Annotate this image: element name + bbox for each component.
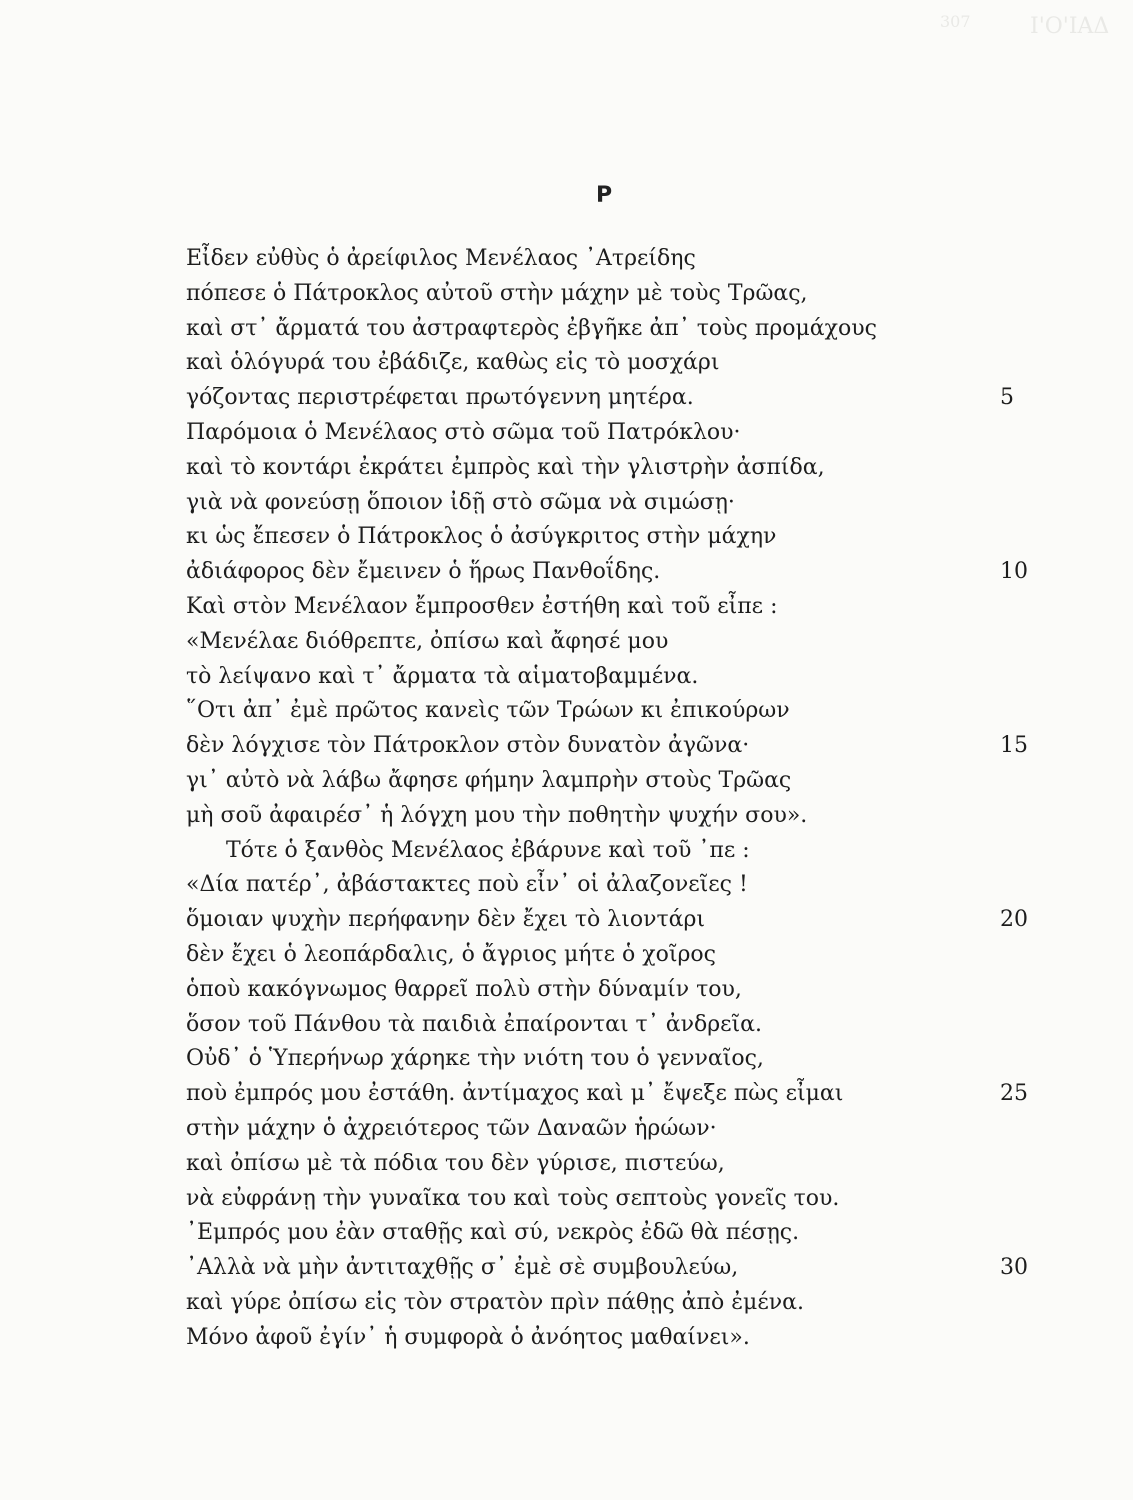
verse-text: ὅμοιαν ψυχὴν περήφανην δὲν ἔχει τὸ λιοντάρι <box>186 907 706 933</box>
verse-line <box>186 1042 1066 1077</box>
verse-line <box>186 381 1066 416</box>
verse-line <box>186 1147 1066 1182</box>
verse-text: πόπεσε ὁ Πάτροκλος αὐτοῦ στὴν μάχην μὲ τοὺς Τρῶας, <box>186 280 808 306</box>
book-heading: Ρ <box>596 183 613 208</box>
verse-line <box>186 764 1066 799</box>
verse-line <box>186 1112 1066 1147</box>
verse-text: Παρόμοια ὁ Μενέλαος στὸ σῶμα τοῦ Πατρόκλου· <box>186 419 741 445</box>
verse-line <box>186 660 1066 695</box>
verse-text: «Μενέλαε διόθρεπτε, ὀπίσω καὶ ἄφησέ μου <box>186 628 669 654</box>
verse-line <box>186 834 1066 869</box>
verse-line <box>186 590 1066 625</box>
verse-line <box>186 1251 1066 1286</box>
verse-line <box>186 1286 1066 1321</box>
verse-text: ῞Οτι ἀπ᾽ ἐμὲ πρῶτος κανεὶς τῶν Τρώων κι ἐπικούρων <box>186 698 790 724</box>
show-through-page-number: 307 <box>940 12 971 31</box>
verse-text: Εἶδεν εὐθὺς ὁ ἀρείφιλος Μενέλαος ᾽Ατρείδης <box>186 246 696 271</box>
verse-line <box>186 486 1066 521</box>
verse-text: ὅσον τοῦ Πάνθου τὰ παιδιὰ ἐπαίρονται τ᾽ ἀνδρεῖα. <box>186 1011 763 1037</box>
line-number: 25 <box>1000 1081 1028 1107</box>
line-number: 15 <box>1000 733 1028 759</box>
verse-line <box>186 416 1066 451</box>
verse-text: δὲν ἔχει ὁ λεοπάρδαλις, ὁ ἄγριος μήτε ὁ χοῖρος <box>186 941 716 967</box>
verse-line <box>186 973 1066 1008</box>
verse-line <box>186 625 1066 660</box>
verse-text: ᾽Αλλὰ νὰ μὴν ἀντιταχθῇς σ᾽ ἐμὲ σὲ συμβουλεύω, <box>186 1255 739 1281</box>
verse-text: καὶ στ᾽ ἄρματά του ἀστραφτερὸς ἐβγῆκε ἀπ᾽ τοὺς προμάχους <box>186 315 877 341</box>
verse-text: μὴ σοῦ ἀφαιρέσ᾽ ἡ λόγχη μου τὴν ποθητὴν ψυχήν σου». <box>186 802 808 828</box>
verse-text: Οὐδ᾽ ὁ Ὑπερήνωρ χάρηκε τὴν νιότη του ὁ γενναῖος, <box>186 1046 764 1072</box>
verse-text: καὶ ὁλόγυρά του ἐβάδιζε, καθὼς εἰς τὸ μοσχάρι <box>186 350 720 376</box>
verse-text: ἀδιάφορος δὲν ἔμεινεν ὁ ἥρως Πανθοΐδης. <box>186 559 661 585</box>
verse-text: γόζοντας περιστρέφεται πρωτόγεννη μητέρα. <box>186 385 694 411</box>
verse-text: «Δία πατέρ᾽, ἀβάστακτες ποὺ εἶν᾽ οἱ ἀλαζονεῖες ! <box>186 872 748 898</box>
verse-text: γιὰ νὰ φονεύσῃ ὅποιον ἰδῇ στὸ σῶμα νὰ σιμώσῃ· <box>186 489 735 515</box>
verse-line <box>186 346 1066 381</box>
show-through-running-title: Ι'Ο'ΙΑΔ <box>1030 14 1110 39</box>
verse-line <box>186 555 1066 590</box>
verse-line <box>186 451 1066 486</box>
verse-text: τὸ λείψανο καὶ τ᾽ ἄρματα τὰ αἱματοβαμμένα. <box>186 663 699 689</box>
verse-text: γι᾽ αὐτὸ νὰ λάβω ἄφησε φήμην λαμπρὴν στοὺς Τρῶας <box>186 767 792 793</box>
verse-line <box>186 1216 1066 1251</box>
verse-text: Καὶ στὸν Μενέλαον ἔμπροσθεν ἐστήθη καὶ τοῦ εἶπε : <box>186 593 778 619</box>
verse-text: νὰ εὐφράνῃ τὴν γυναῖκα του καὶ τοὺς σεπτοὺς γονεῖς του. <box>186 1185 840 1211</box>
verse-text: κι ὡς ἔπεσεν ὁ Πάτροκλος ὁ ἀσύγκριτος στὴν μάχην <box>186 524 777 550</box>
verse-text: καὶ γύρε ὀπίσω εἰς τὸν στρατὸν πρὶν πάθῃς ἀπὸ ἐμένα. <box>186 1289 804 1315</box>
verse-line <box>186 729 1066 764</box>
verse-text: Μόνο ἀφοῦ ἐγίν᾽ ἡ συμφορὰ ὁ ἀνόητος μαθαίνει». <box>186 1324 750 1350</box>
poem-text <box>186 242 1066 1356</box>
verse-line <box>186 868 1066 903</box>
verse-line <box>186 277 1066 312</box>
verse-line <box>186 520 1066 555</box>
line-number: 5 <box>1000 385 1014 411</box>
verse-line <box>186 694 1066 729</box>
verse-text: καὶ ὀπίσω μὲ τὰ πόδια του δὲν γύρισε, πιστεύω, <box>186 1150 725 1176</box>
line-number: 10 <box>1000 559 1028 585</box>
verse-text: ᾽Εμπρός μου ἐὰν σταθῇς καὶ σύ, νεκρὸς ἐδῶ θὰ πέσῃς. <box>186 1220 800 1246</box>
verse-line <box>186 312 1066 347</box>
verse-text: δὲν λόγχισε τὸν Πάτροκλον στὸν δυνατὸν ἀγῶνα· <box>186 733 750 759</box>
verse-line <box>186 242 1066 277</box>
verse-text: ποὺ ἐμπρός μου ἐστάθη. ἀντίμαχος καὶ μ᾽ ἔψεξε πὼς εἶμαι <box>186 1081 844 1107</box>
verse-text: καὶ τὸ κοντάρι ἐκράτει ἐμπρὸς καὶ τὴν γλιστρὴν ἀσπίδα, <box>186 454 825 480</box>
verse-line <box>186 1321 1066 1356</box>
verse-line <box>186 938 1066 973</box>
verse-line <box>186 1077 1066 1112</box>
verse-text: στὴν μάχην ὁ ἀχρειότερος τῶν Δαναῶν ἡρώων· <box>186 1115 717 1141</box>
verse-line <box>186 903 1066 938</box>
verse-text: ὁποὺ κακόγνωμος θαρρεῖ πολὺ στὴν δύναμίν του, <box>186 976 742 1002</box>
verse-line <box>186 1182 1066 1217</box>
verse-line <box>186 799 1066 834</box>
verse-line <box>186 1008 1066 1043</box>
line-number: 20 <box>1000 907 1028 933</box>
verse-text: Τότε ὁ ξανθὸς Μενέλαος ἐβάρυνε καὶ τοῦ ᾽πε : <box>226 837 750 863</box>
line-number: 30 <box>1000 1255 1028 1281</box>
